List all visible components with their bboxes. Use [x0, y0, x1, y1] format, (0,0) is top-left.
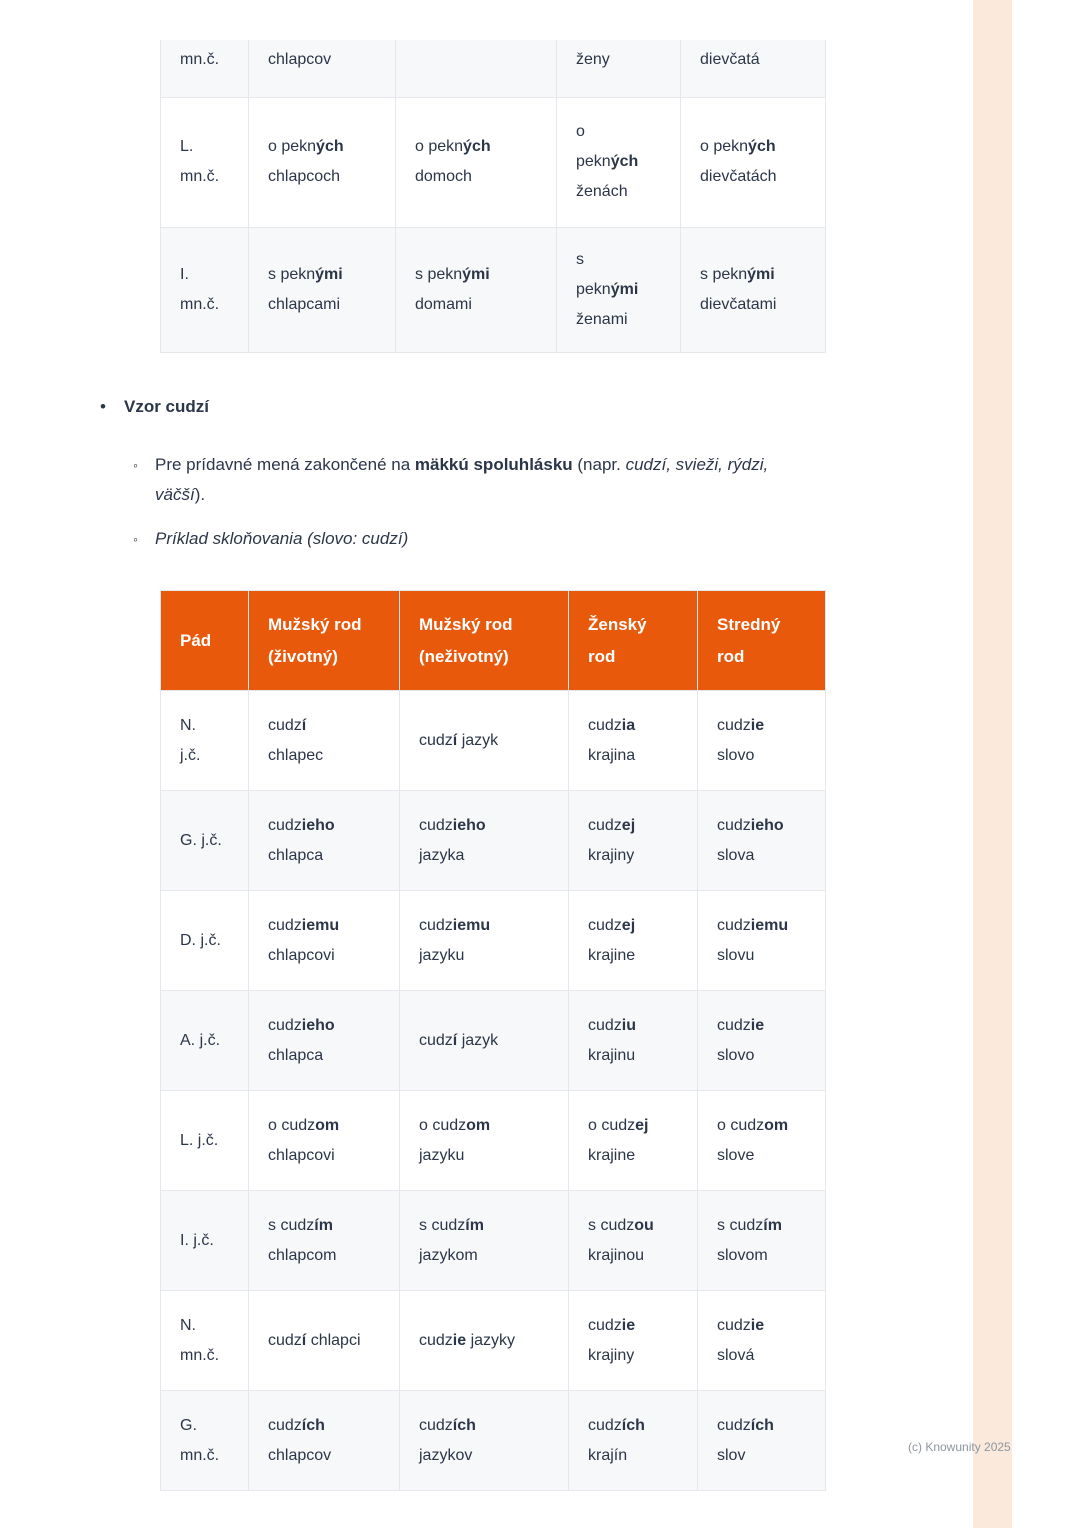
case-label-cell: L. j.č. — [161, 1091, 249, 1191]
list-item-example-note — [133, 524, 840, 554]
table-row — [161, 991, 826, 1091]
case-label-cell: I. j.č. — [161, 1191, 249, 1291]
list-item-soft-consonant-rule — [133, 450, 840, 510]
declension-form-cell: cudzích jazykov — [400, 1391, 569, 1491]
cudzi-declension-table — [160, 590, 826, 1491]
case-label-cell: D. j.č. — [161, 891, 249, 991]
table-row — [161, 1291, 826, 1391]
declension-form-cell: o cudzom jazyku — [400, 1091, 569, 1191]
vzor-cudzi-section — [100, 394, 840, 554]
declension-form-cell: chlapcov — [249, 40, 396, 97]
cudzi-table — [160, 590, 826, 1491]
table-row — [161, 97, 826, 227]
case-label-cell: N. mn.č. — [161, 1291, 249, 1391]
declension-form-cell: cudzích krajín — [569, 1391, 698, 1491]
declension-form-cell: ženy — [557, 40, 681, 97]
column-header: Mužský rod (neživotný) — [400, 591, 569, 691]
declension-form-cell: dievčatá — [681, 40, 826, 97]
declension-form-cell: cudzieho slova — [698, 791, 826, 891]
section-title: Vzor cudzí — [124, 397, 210, 416]
rule-text: Pre prídavné mená zakončené na mäkkú spoluhlásku (napr. cudzí, svieži, rýdzi, väčší). — [155, 455, 769, 504]
declension-form-cell: cudzieho jazyka — [400, 791, 569, 891]
table-row — [161, 891, 826, 991]
declension-form-cell: cudzí jazyk — [400, 691, 569, 791]
case-label-cell: L. mn.č. — [161, 97, 249, 227]
table-row — [161, 1091, 826, 1191]
case-label-cell: G. mn.č. — [161, 1391, 249, 1491]
declension-form-cell: s peknými dievčatami — [681, 227, 826, 352]
declension-form-cell: o cudzom slove — [698, 1091, 826, 1191]
example-note-text: Príklad skloňovania (slovo: cudzí) — [155, 529, 409, 548]
case-label-cell: N. j.č. — [161, 691, 249, 791]
declension-form-cell: cudziu krajinu — [569, 991, 698, 1091]
declension-form-cell: s cudzím chlapcom — [249, 1191, 400, 1291]
declension-form-cell: cudzia krajina — [569, 691, 698, 791]
case-label-cell: I. mn.č. — [161, 227, 249, 352]
declension-form-cell: o pekných ženách — [557, 97, 681, 227]
declension-form-cell: o cudzej krajine — [569, 1091, 698, 1191]
header-row — [161, 591, 826, 691]
case-label-cell: mn.č. — [161, 40, 249, 97]
bullet-icon: • — [100, 397, 106, 416]
declension-form-cell — [396, 40, 557, 97]
declension-form-cell: s cudzou krajinou — [569, 1191, 698, 1291]
table-row — [161, 1391, 826, 1491]
declension-form-cell: cudzích slov — [698, 1391, 826, 1491]
list-item-vzor-cudzi — [100, 394, 840, 420]
declension-form-cell: s cudzím slovom — [698, 1191, 826, 1291]
declension-form-cell: cudzie slovo — [698, 691, 826, 791]
declension-form-cell: s peknými domami — [396, 227, 557, 352]
declension-form-cell: o pekných domoch — [396, 97, 557, 227]
column-header: Mužský rod (životný) — [249, 591, 400, 691]
declension-form-cell: o cudzom chlapcovi — [249, 1091, 400, 1191]
case-label-cell: G. j.č. — [161, 791, 249, 891]
circle-bullet-icon: ◦ — [133, 531, 138, 547]
declension-form-cell: cudzej krajiny — [569, 791, 698, 891]
column-header: Stredný rod — [698, 591, 826, 691]
table-row — [161, 791, 826, 891]
decorative-side-stripe — [973, 0, 1012, 1528]
declension-form-cell: cudzie jazyky — [400, 1291, 569, 1391]
table-row — [161, 691, 826, 791]
declension-form-cell: cudziemu jazyku — [400, 891, 569, 991]
pekny-table — [160, 40, 826, 353]
declension-form-cell: cudziemu chlapcovi — [249, 891, 400, 991]
copyright-note: (c) Knowunity 2025 — [908, 1440, 1011, 1454]
case-label-cell: A. j.č. — [161, 991, 249, 1091]
declension-form-cell: cudzí jazyk — [400, 991, 569, 1091]
declension-form-cell: cudzích chlapcov — [249, 1391, 400, 1491]
declension-form-cell: cudzej krajine — [569, 891, 698, 991]
declension-form-cell: o pekných chlapcoch — [249, 97, 396, 227]
declension-form-cell: cudziemu slovu — [698, 891, 826, 991]
table-row — [161, 227, 826, 352]
declension-form-cell: cudzieho chlapca — [249, 791, 400, 891]
table-row — [161, 1191, 826, 1291]
column-header: Ženský rod — [569, 591, 698, 691]
declension-form-cell: o pekných dievčatách — [681, 97, 826, 227]
declension-form-cell: s peknými ženami — [557, 227, 681, 352]
declension-form-cell: cudzieho chlapca — [249, 991, 400, 1091]
declension-form-cell: cudzí chlapec — [249, 691, 400, 791]
declension-form-cell: s peknými chlapcami — [249, 227, 396, 352]
column-header: Pád — [161, 591, 249, 691]
declension-form-cell: cudzie slová — [698, 1291, 826, 1391]
declension-form-cell: cudzí chlapci — [249, 1291, 400, 1391]
table-row — [161, 40, 826, 97]
declension-form-cell: cudzie krajiny — [569, 1291, 698, 1391]
circle-bullet-icon: ◦ — [133, 457, 138, 473]
declension-form-cell: s cudzím jazykom — [400, 1191, 569, 1291]
pekny-declension-table-fragment — [160, 40, 826, 353]
declension-form-cell: cudzie slovo — [698, 991, 826, 1091]
